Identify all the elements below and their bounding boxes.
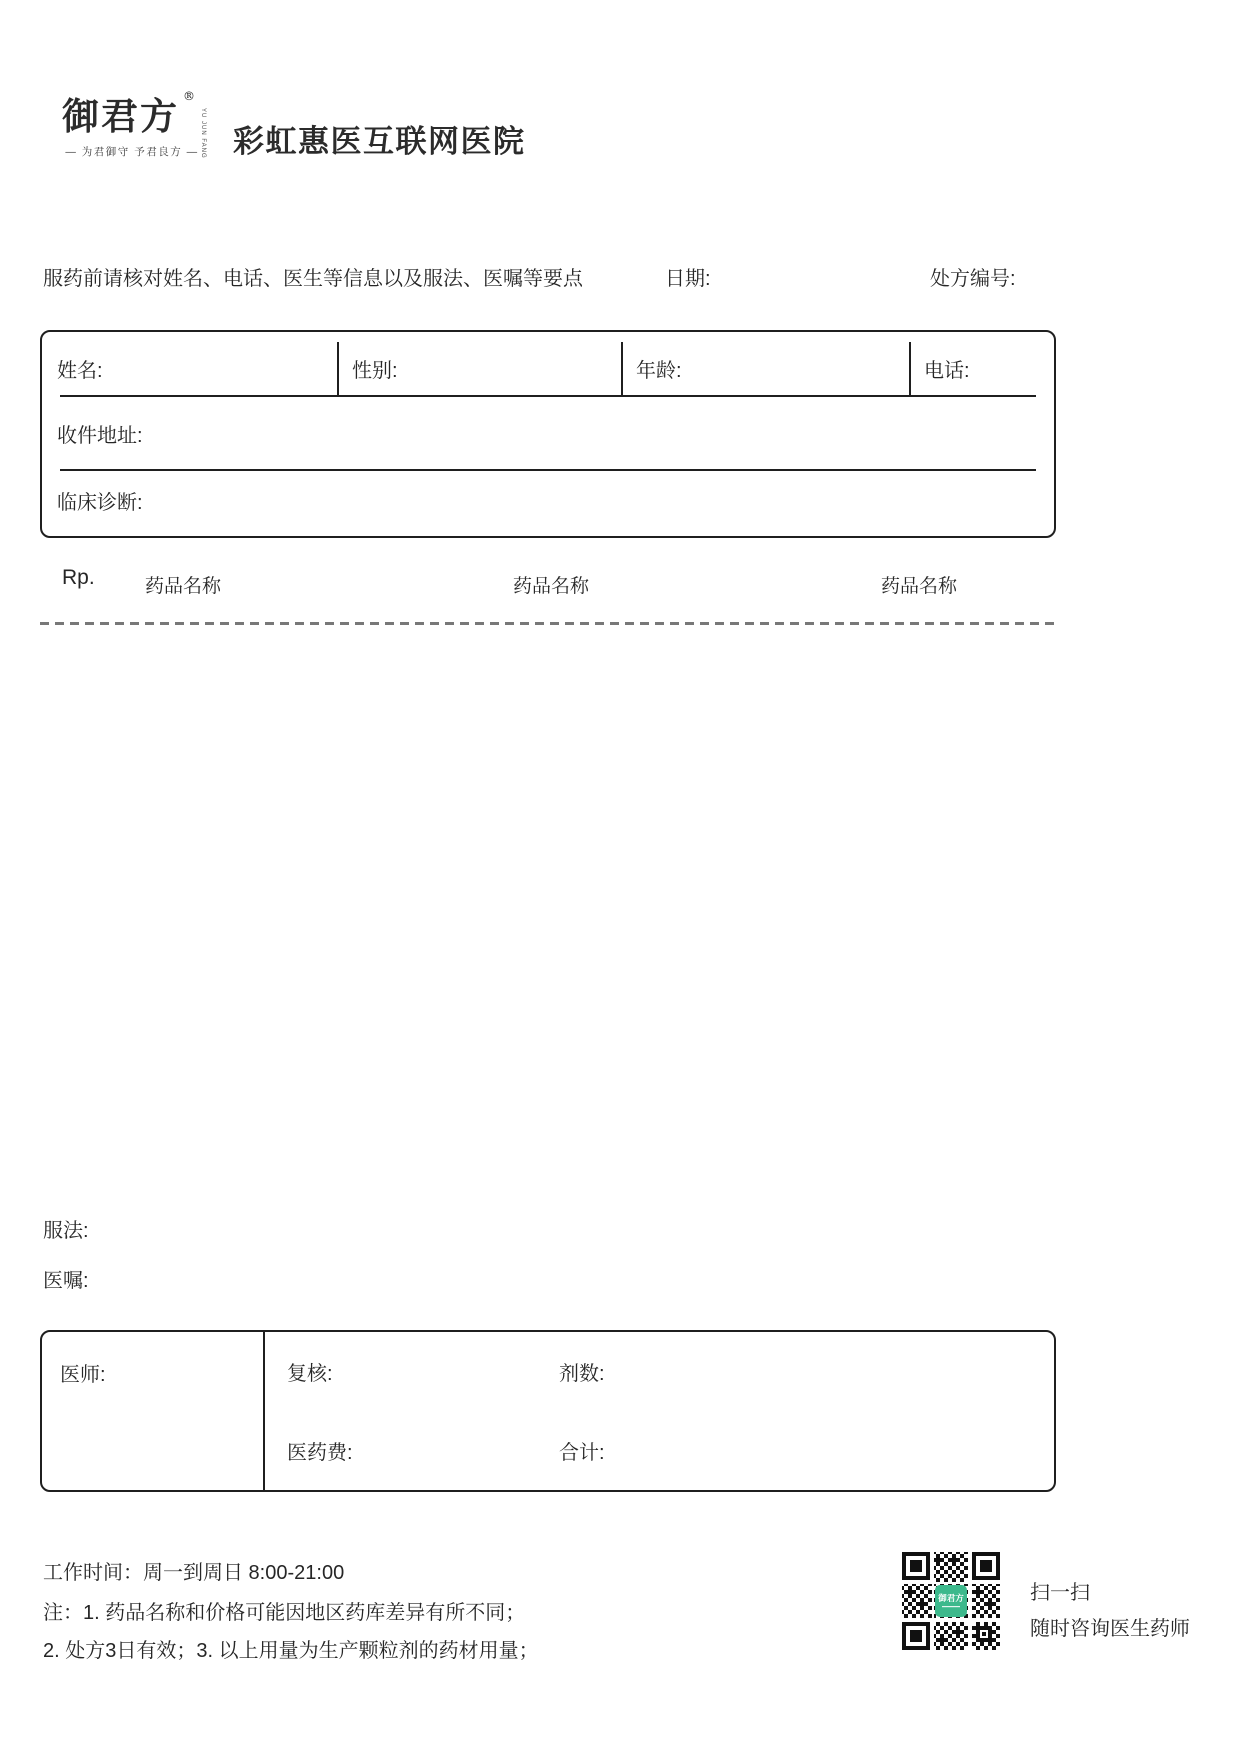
- patient-address-label: 收件地址:: [57, 424, 143, 447]
- qr-finder-bottom-left: [902, 1622, 930, 1650]
- medicine-fee-label: 医药费:: [287, 1442, 353, 1464]
- qr-scan-label: 扫一扫: [1030, 1582, 1090, 1604]
- work-hours-text: 工作时间：周一到周日 8:00-21:00: [43, 1562, 345, 1584]
- patient-phone-field: [911, 342, 1054, 395]
- patient-row-basic: [42, 342, 1054, 395]
- physician-label: 医师:: [60, 1364, 106, 1386]
- patient-name-field: [42, 342, 339, 395]
- physician-field: [42, 1332, 265, 1490]
- dose-count-label: 剂数:: [559, 1363, 605, 1385]
- qr-center-text: 御君方: [938, 1593, 964, 1603]
- qr-finder-top-right: [972, 1552, 1000, 1580]
- brand-logo-pinyin: YU JUN FANG: [200, 108, 206, 159]
- rp-label: Rp.: [62, 566, 95, 589]
- usage-label: 服法:: [43, 1220, 89, 1242]
- patient-phone-label: 电话:: [924, 360, 970, 382]
- brand-tagline: — 为君御守 予君良方 —: [65, 145, 199, 158]
- rp-dashed-divider: [40, 622, 1056, 625]
- patient-age-label: 年龄:: [636, 360, 682, 382]
- date-label: 日期:: [665, 268, 711, 290]
- signoff-row-fee: [265, 1411, 1054, 1490]
- drug-name-column-2: 药品名称: [513, 576, 590, 597]
- total-label: 合计:: [559, 1442, 605, 1464]
- patient-name-label: 姓名:: [57, 360, 103, 382]
- qr-code: [900, 1550, 1002, 1652]
- hospital-title: 彩虹惠医互联网医院: [233, 124, 526, 159]
- rx-number-label: 处方编号:: [930, 268, 1016, 290]
- note-line-1: 注：1. 药品名称和价格可能因地区药库差异有所不同；: [43, 1602, 526, 1624]
- drug-name-column-1: 药品名称: [145, 576, 222, 597]
- review-label: 复核:: [287, 1363, 333, 1385]
- brand-logo-text: 御君方: [62, 94, 179, 138]
- patient-info-box: [40, 330, 1056, 538]
- patient-age-field: [623, 342, 911, 395]
- qr-scan-subtext: 随时咨询医生药师: [1030, 1618, 1190, 1640]
- check-reminder-text: 服药前请核对姓名、电话、医生等信息以及服法、医嘱等要点: [43, 268, 583, 290]
- patient-diagnosis-label: 临床诊断:: [57, 491, 143, 514]
- signoff-right-panel: [265, 1332, 1054, 1490]
- notice-row: [0, 262, 1240, 290]
- drug-name-column-3: 药品名称: [881, 576, 958, 597]
- patient-gender-label: 性别:: [352, 360, 398, 382]
- note-line-2: 2. 处方3日有效；3. 以上用量为生产颗粒剂的药材用量；: [43, 1640, 539, 1662]
- signoff-row-review: [265, 1332, 1054, 1411]
- qr-center-logo: [935, 1585, 967, 1617]
- advice-label: 医嘱:: [43, 1270, 89, 1292]
- registered-trademark-icon: ®: [183, 89, 195, 103]
- patient-gender-field: [339, 342, 623, 395]
- signoff-box: [40, 1330, 1056, 1492]
- brand-logo: [62, 89, 212, 159]
- patient-address-field: [42, 397, 1054, 469]
- qr-finder-top-left: [902, 1552, 930, 1580]
- patient-diagnosis-field: [42, 471, 1054, 529]
- qr-code-image: [900, 1550, 1002, 1652]
